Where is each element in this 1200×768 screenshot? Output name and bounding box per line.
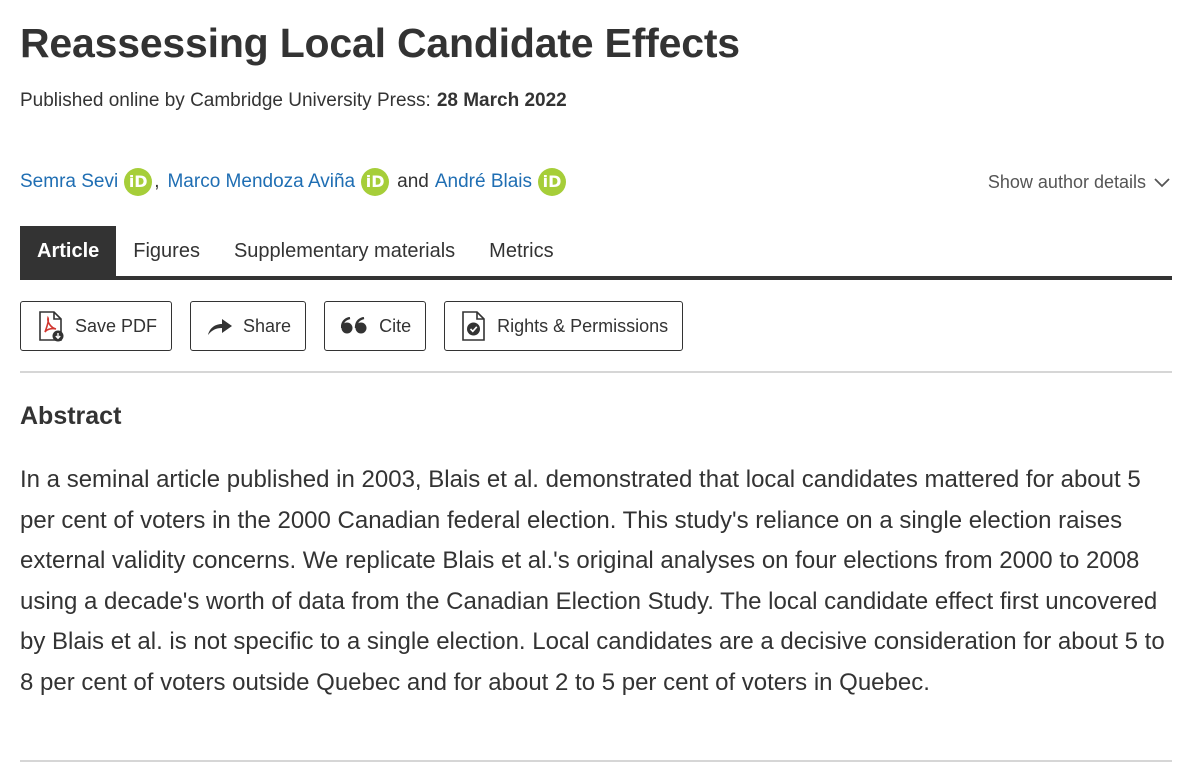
author-link-andre-blais[interactable]: André Blais [434, 171, 533, 192]
tab-figures[interactable]: Figures [133, 240, 200, 262]
show-author-details-label: Show author details [987, 172, 1146, 192]
save-pdf-button[interactable] [20, 301, 172, 351]
tab-metrics[interactable]: Metrics [489, 240, 554, 262]
share-arrow-icon [207, 316, 233, 336]
author-separator-and: and [397, 171, 429, 192]
show-author-details-button[interactable] [988, 172, 1170, 193]
chevron-down-icon [1154, 178, 1170, 188]
tab-article[interactable]: Article [20, 226, 116, 276]
document-check-icon [461, 310, 487, 342]
author-separator-comma: , [154, 171, 160, 192]
author-link-marco-mendoza-avina[interactable]: Marco Mendoza Aviña [167, 171, 356, 192]
section-divider [20, 371, 1172, 373]
published-line [20, 90, 567, 112]
article-tabs [20, 226, 1172, 280]
tab-supplementary-materials[interactable]: Supplementary materials [233, 240, 456, 262]
abstract-heading: Abstract [20, 402, 122, 430]
article-title: Reassessing Local Candidate Effects [20, 20, 740, 66]
abstract-text: In a seminal article published in 2003, Blais et al. demonstrated that local candidates mattered for about 5 per cent of voters in the 2000 Canadian federal election. This study's reliance on a single election raises external validity concerns. We replicate Blais et al.'s original analyses on four elections from 2000 to 2008 using a decade's worth of data from the Canadian Election Study. The local candidate effect first uncovered by Blais et al. is not specific to a single election. Local candidates are a decisive consideration for about 5 to 8 per cent of voters outside Quebec and for about 2 to 5 per cent of voters in Quebec. [20, 466, 1165, 696]
quote-icon [341, 317, 369, 335]
author-list [20, 168, 568, 196]
author-link-semra-sevi[interactable]: Semra Sevi [20, 171, 119, 192]
save-pdf-label: Save PDF [75, 315, 158, 336]
article-toolbar [20, 301, 701, 351]
orcid-icon[interactable]: iD [124, 168, 152, 196]
published-label: Published online by Cambridge University Press: [20, 90, 431, 111]
section-divider [20, 760, 1172, 762]
cite-button[interactable] [324, 301, 426, 351]
rights-permissions-label: Rights & Permissions [497, 315, 669, 336]
share-label: Share [243, 315, 292, 336]
rights-permissions-button[interactable] [444, 301, 683, 351]
cite-label: Cite [379, 315, 412, 336]
orcid-icon[interactable]: iD [361, 168, 389, 196]
published-date: 28 March 2022 [436, 90, 567, 111]
share-button[interactable] [190, 301, 306, 351]
pdf-file-icon [37, 310, 65, 342]
orcid-icon[interactable]: iD [538, 168, 566, 196]
